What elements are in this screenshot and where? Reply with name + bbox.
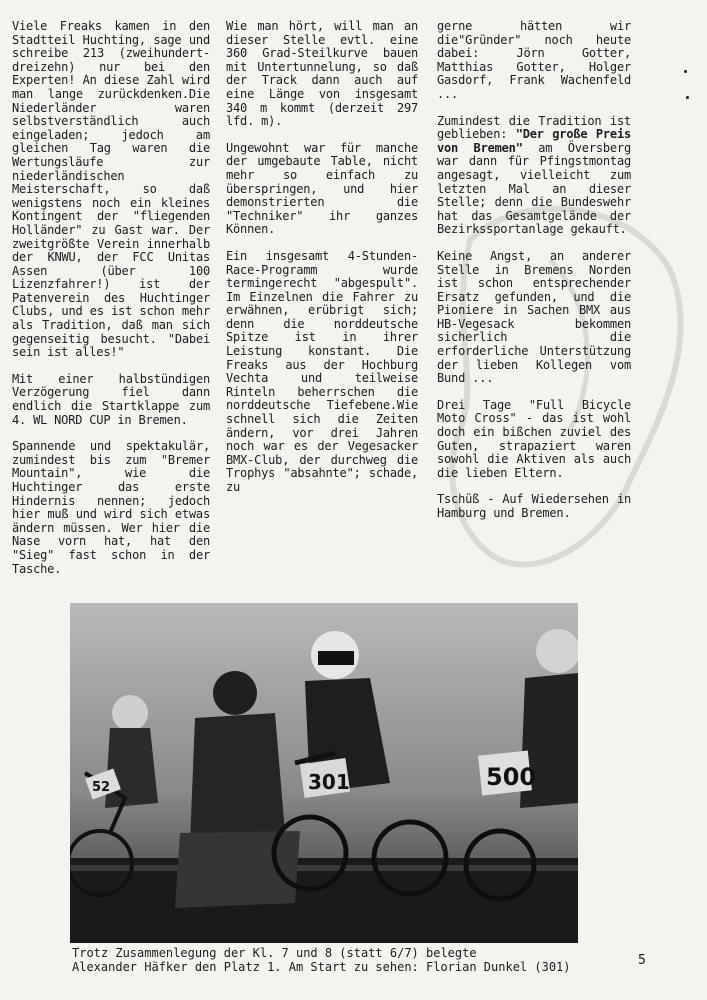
tradition-text-before: Zumindest die Tradition ist geblieben: (437, 113, 631, 142)
print-speck (686, 96, 689, 99)
text-column-1 (12, 20, 210, 589)
paragraph-drei-tage: Drei Tage "Full Bicycle Moto Cross" - das ist wohl doch ein bißchen zuviel des Guten, strapaziert waren sowohl die Aktiven als auch die lieben Eltern. (437, 397, 631, 480)
page-number: 5 (638, 953, 646, 968)
paragraph-angst: Keine Angst, an anderer Stelle in Bremens Norden ist schon entsprechender Ersatz gefunden, und die Pioniere in Sachen BMX aus HB-Vegesack bekommen sicherlich die erforderliche Unterstützung der lieben Kollegen vom Bund ... (437, 248, 631, 386)
paragraph-intro: Viele Freaks kamen in den Stadtteil Huchting, sage und schreibe 213 (zweihundert-dreizehn) nur bei den Experten! An diese Zahl wird man lange zurückdenken.Die Niederländer waren selbstverständlich auch eingeladen; jedoch am gleichen Tag waren die Wertungsläufe zur niederländischen Meisterschaft, so daß wenigstens noch ein kleines Kontingent der "fliegenden Holländer" zu Gast war. Der zweitgrößte Verein innerhalb der KNWU, der FCC Unitas Assen (über 100 Lizenzfahrer!) ist der Patenverein des Huchtinger Clubs, und es ist schon mehr als Tradition, daß man sich gegenseitig besucht. "Dabei sein ist alles!" (12, 19, 210, 360)
paragraph-tradition (437, 115, 631, 237)
race-photo (70, 603, 578, 943)
number-plate-52: 52 (92, 780, 111, 795)
paragraph-start: Mit einer halbstündigen Verzögerung fiel dann endlich die Startklappe zum 4. WL NORD CUP in Bremen. (12, 371, 210, 427)
text-column-2 (226, 20, 418, 508)
paragraph-table: Ungewohnt war für manche der umgebaute Table, nicht mehr so einfach zu überspringen, und hier demonstrierten die "Techniker" ihr ganzes Können. (226, 140, 418, 237)
text-column-3 (437, 20, 631, 534)
tradition-bold-title: "Der große Preis von Bremen" (437, 127, 631, 155)
number-plate-301: 301 (308, 770, 350, 794)
paragraph-mountain: Spannende und spektakulär, zumindest bis zum "Bremer Mountain", wie die Huchtinger das erste Hindernis nennen; jedoch hier muß und wird sich etwas ändern müssen. Wer hier die Nase vorn hat, hat den "Sieg" fast schon in der Tasche. (12, 439, 210, 576)
print-speck (684, 70, 687, 73)
bmx-start-photo (70, 603, 578, 943)
photo-caption: Trotz Zusammenlegung der Kl. 7 und 8 (statt 6/7) belegte Alexander Häfker den Platz 1. Am Start zu sehen: Florian Dunkel (301) (72, 946, 571, 974)
paragraph-gruender: gerne hätten wir die"Gründer" noch heute dabei: Jörn Gotter, Matthias Gotter, Holger Gasdorf, Frank Wachenfeld ... (437, 19, 631, 101)
tradition-text-after: am Översberg war dann für Pfingstmontag angesagt, vielleicht zum letzten Mal an dieser Stelle; denn die Bundeswehr hat das Gesamtgelände der Bezirkssportanlage gekauft. (437, 140, 631, 237)
number-plate-500: 500 (486, 763, 537, 791)
start-gate (70, 865, 578, 871)
paragraph-steilkurve: Wie man hört, will man an dieser Stelle evtl. eine 360 Grad-Steilkurve bauen mit Untertunnelung, so daß der Track dann auch auf eine Länge von insgesamt 340 m kommt (derzeit 297 lfd. m). (226, 19, 418, 129)
paragraph-programm: Ein insgesamt 4-Stunden-Race-Programm wurde termingerecht "abgespult". Im Einzelnen die Fahrer zu erwähnen, erübrigt sich; denn die norddeutsche Spitze ist in ihrer Leistung konstant. Die Freaks aus der Hochburg Vechta und teilweise Rinteln beherrschen die norddeutsche Tiefebene.Wie schnell sich die Zeiten ändern, vor drei Jahren noch war es der Vegesacker BMX-Club, der durchweg die Trophys "absahnte"; schade, zu (226, 248, 418, 494)
paragraph-tschuess: Tschüß - Auf Wiedersehen in Hamburg und Bremen. (437, 492, 631, 520)
